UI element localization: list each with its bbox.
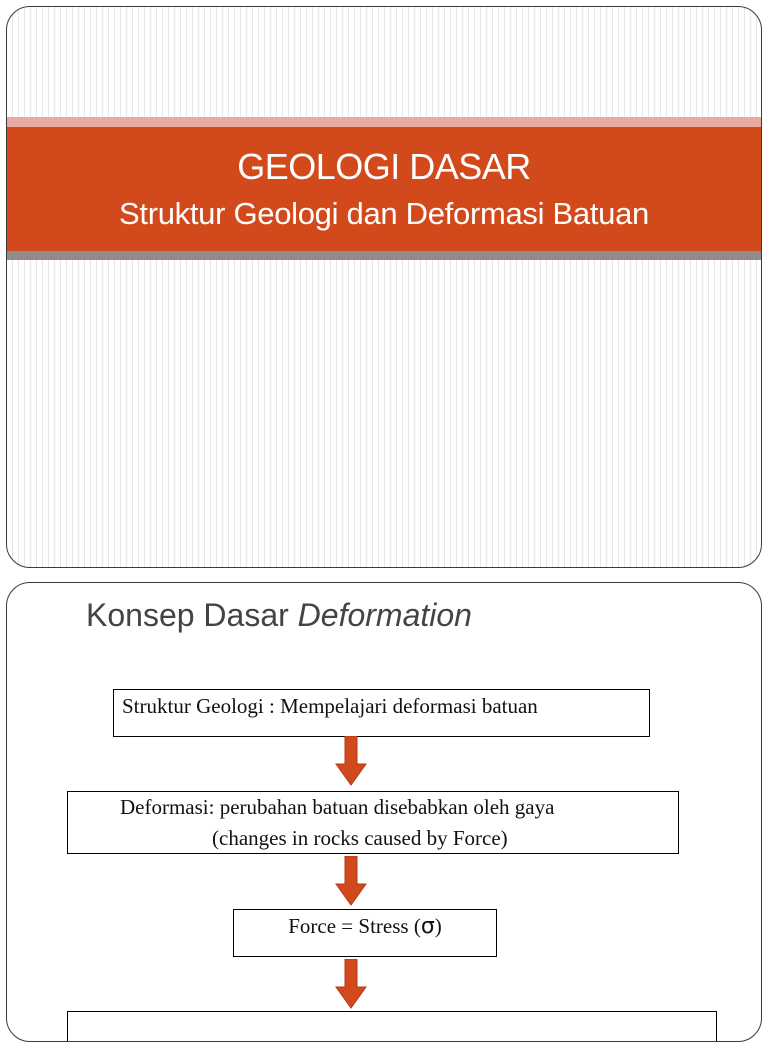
concept-slide (6, 582, 762, 1042)
flow-box-structure (113, 689, 650, 737)
title-band (7, 127, 761, 251)
title-band-accent-bottom (7, 251, 761, 260)
sigma-symbol: σ (420, 914, 435, 939)
title-slide (6, 6, 762, 568)
heading-plain: Konsep Dasar (86, 597, 298, 633)
flow-box-bottom (67, 1011, 717, 1042)
down-arrow-icon (335, 856, 367, 906)
flow-box-force-stress (233, 909, 497, 957)
force-stress-text: Force = Stress ( (288, 914, 421, 938)
flow-box-deformation (67, 791, 679, 854)
down-arrow-icon (335, 959, 367, 1009)
slide-title: GEOLOGI DASAR (237, 146, 531, 187)
flow-box-deformation-line1: Deformasi: perubahan batuan disebabkan oleh gaya (120, 795, 555, 819)
down-arrow-icon (335, 736, 367, 786)
flow-box-deformation-line2: (changes in rocks caused by Force) (212, 826, 508, 850)
title-band-accent-top (7, 117, 761, 127)
slide-subtitle: Struktur Geologi dan Deformasi Batuan (119, 196, 649, 231)
heading-italic: Deformation (297, 597, 472, 633)
flow-box-structure-text: Struktur Geologi : Mempelajari deformasi batuan (122, 694, 538, 718)
slide-heading (86, 595, 472, 635)
force-stress-close: ) (434, 914, 442, 938)
